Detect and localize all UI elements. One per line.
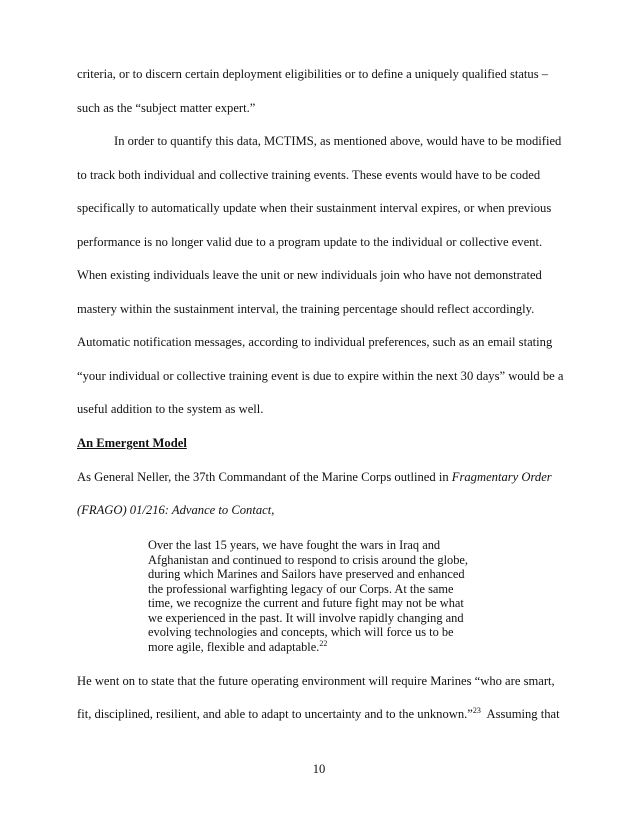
footnote-ref-22: 22 <box>319 638 328 648</box>
paragraph-2-line-2: to track both individual and collective training events. These events would have to be coded <box>77 168 541 182</box>
paragraph-3-line-1: He went on to state that the future operating environment will require Marines “who are smart, <box>77 674 555 688</box>
paragraph-1-line-2: such as the “subject matter expert.” <box>77 101 256 115</box>
paragraph-2-line-9: useful addition to the system as well. <box>77 402 264 416</box>
intro-line-2-title: (FRAGO) 01/216: Advance to Contact <box>77 503 272 517</box>
block-quote-line-8 <box>148 640 488 655</box>
intro-line-2-punct: , <box>271 503 275 517</box>
paragraph-3-line-2-text: fit, disciplined, resilient, and able to adapt to uncertainty and to the unknown.” <box>77 707 473 721</box>
block-quote-line-4: the professional warfighting legacy of our Corps. At the same <box>148 582 454 596</box>
intro-line-1 <box>77 470 567 485</box>
paragraph-2-line-7: Automatic notification messages, according to individual preferences, such as an email stating <box>77 335 553 349</box>
paragraph-2-line-8: “your individual or collective training event is due to expire within the next 30 days” would be a <box>77 369 564 383</box>
paragraph-2-line-5: When existing individuals leave the unit or new individuals join who have not demonstrated <box>77 268 542 282</box>
paragraph-1-line-1: criteria, or to discern certain deployment eligibilities or to define a uniquely qualified status – <box>77 67 549 81</box>
section-heading: An Emergent Model <box>77 436 187 450</box>
footnote-ref-23: 23 <box>472 705 481 715</box>
paragraph-3-line-2-tail: Assuming that <box>480 707 560 721</box>
intro-line-2 <box>77 503 567 518</box>
block-quote-line-8-text: more agile, flexible and adaptable. <box>148 640 320 654</box>
paragraph-2-line-6: mastery within the sustainment interval, the training percentage should reflect accordingly. <box>77 302 535 316</box>
block-quote-line-6: we experienced in the past. It will involve rapidly changing and <box>148 611 464 625</box>
block-quote-line-7: evolving technologies and concepts, which will force us to be <box>148 625 454 639</box>
intro-line-1-title: Fragmentary Order <box>451 470 552 484</box>
paragraph-2-line-3: specifically to automatically update when their sustainment interval expires, or when previous <box>77 201 552 215</box>
intro-line-1-text: As General Neller, the 37th Commandant of the Marine Corps outlined in <box>77 470 452 484</box>
block-quote-line-5: time, we recognize the current and future fight may not be what <box>148 596 464 610</box>
block-quote-line-3: during which Marines and Sailors have preserved and enhanced <box>148 567 465 581</box>
paragraph-3-line-2 <box>77 707 567 722</box>
block-quote-line-2: Afghanistan and continued to respond to crisis around the globe, <box>148 553 469 567</box>
page-number: 10 <box>312 762 326 776</box>
block-quote-line-1: Over the last 15 years, we have fought the wars in Iraq and <box>148 538 441 552</box>
paragraph-2-line-4: performance is no longer valid due to a program update to the individual or collective event. <box>77 235 543 249</box>
paragraph-2-line-1: In order to quantify this data, MCTIMS, as mentioned above, would have to be modified <box>114 134 562 148</box>
